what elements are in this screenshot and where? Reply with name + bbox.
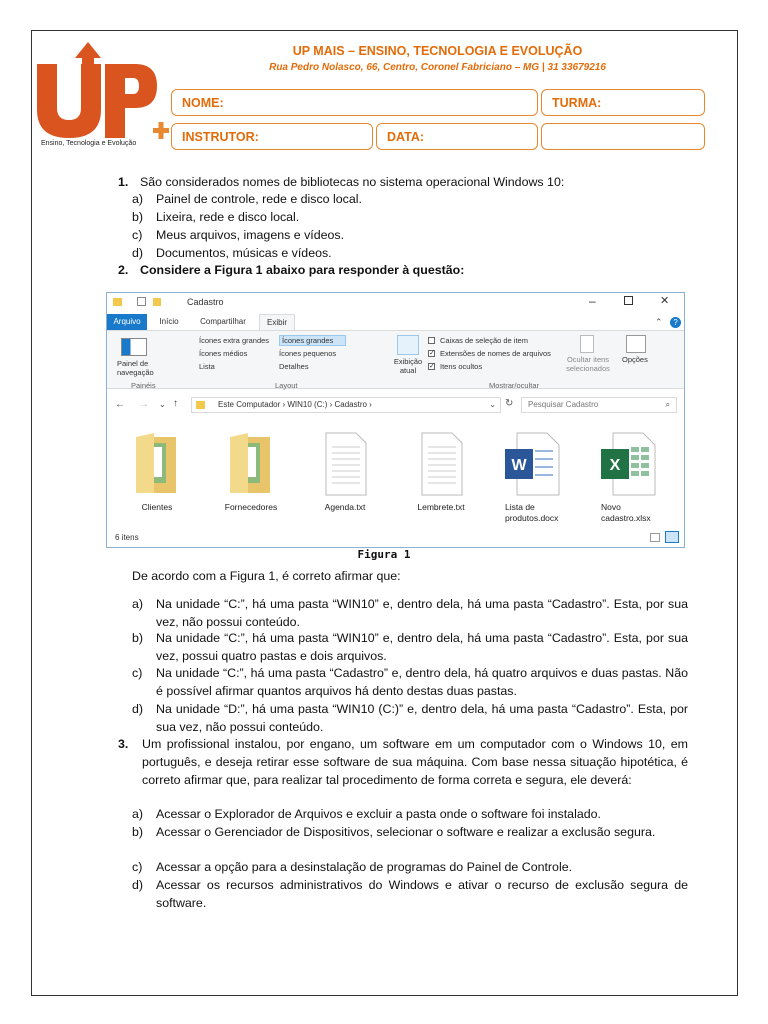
turma-field[interactable] — [541, 89, 705, 116]
question-3 — [118, 736, 688, 808]
nome-field[interactable] — [171, 89, 538, 116]
close-icon[interactable]: ✕ — [660, 295, 670, 307]
q2-lead: De acordo com a Figura 1, é correto afirmar que: — [132, 569, 401, 583]
data-label: DATA: — [387, 130, 425, 144]
current-view-label[interactable]: Exibição atual — [393, 357, 423, 375]
tab-compartilhar[interactable]: Compartilhar — [200, 317, 246, 326]
q3-option-a: a) Acessar o Explorador de Arquivos e excluir a pasta onde o software foi instalado. — [132, 807, 601, 821]
question-text: Um profissional instalou, por engano, um software em um computador com o Windows 10, em português, e deseja retirar esse software de sua máquina. Com base nessa situação hipotética, é correto afirmar que, para realizar tal procedimento de forma correta e segura, ele deverá: — [142, 737, 688, 787]
question-1 — [118, 174, 698, 192]
q1-option-d: d) Documentos, músicas e vídeos. — [132, 246, 332, 260]
school-title: UP MAIS – ENSINO, TECNOLOGIA E EVOLUÇÃO — [292, 44, 583, 58]
maximize-icon[interactable] — [624, 296, 633, 305]
search-input[interactable]: Pesquisar Cadastro ⌕ — [521, 397, 677, 413]
new-folder-icon[interactable] — [153, 298, 161, 306]
tab-inicio[interactable]: Início — [159, 317, 179, 326]
file-item-clientes[interactable] — [119, 431, 195, 513]
tab-exibir[interactable]: Exibir — [259, 314, 295, 330]
status-bar-count: 6 itens — [115, 533, 139, 542]
file-name: Lista de produtos.docx — [505, 502, 559, 523]
file-name: Novo cadastro.xlsx — [601, 502, 651, 523]
nome-label: NOME: — [182, 96, 224, 110]
item-checkbox-label: Caixas de seleção de item — [440, 336, 528, 345]
file-name: Clientes — [141, 502, 173, 512]
q3-option-b: b) Acessar o Gerenciador de Dispositivos, selecionar o software e realizar a exclusão segura. — [132, 825, 656, 839]
navigation-pane-label[interactable]: Painel de navegação — [117, 359, 154, 377]
item-checkbox[interactable] — [428, 337, 435, 344]
show-hide-group-label: Mostrar/ocultar — [489, 381, 540, 390]
file-name: Lembrete.txt — [417, 502, 465, 512]
hidden-items-checkbox[interactable]: ✓ — [429, 363, 435, 370]
extensions-checkbox[interactable]: ✓ — [429, 350, 435, 357]
hidden-items-checkbox-label: Itens ocultos — [440, 362, 483, 371]
current-view-icon[interactable] — [397, 335, 419, 355]
question-text: São considerados nomes de bibliotecas no sistema operacional Windows 10: — [140, 175, 565, 189]
text-file-icon — [416, 431, 466, 497]
instrutor-label: INSTRUTOR: — [182, 130, 259, 144]
layout-list[interactable]: Lista — [199, 362, 215, 371]
breadcrumb-win10[interactable]: WIN10 (C:) — [287, 400, 328, 409]
text-file-icon — [320, 431, 370, 497]
file-item-novo-cadastro[interactable] — [591, 431, 667, 524]
forward-icon[interactable]: → — [139, 399, 149, 410]
explorer-titlebar — [107, 293, 684, 313]
q2-option-d: d) Na unidade “D:”, há uma pasta “WIN10 (C:)” e, dentro dela, há uma pasta “Cadastro”. Esta, por sua vez, não possui conteúdo. — [132, 702, 688, 734]
back-icon[interactable]: ← — [115, 399, 125, 410]
ribbon-tabs — [107, 314, 684, 330]
svg-text:X: X — [609, 457, 621, 474]
ribbon — [107, 330, 684, 389]
instrutor-field[interactable] — [171, 123, 373, 150]
data-field[interactable] — [376, 123, 538, 150]
q2-option-a: a) Na unidade “C:”, há uma pasta “WIN10” e, dentro dela, há uma pasta “Cadastro”. Esta, por sua vez, não possui conteúdo. — [132, 597, 688, 629]
properties-icon[interactable] — [137, 297, 146, 306]
word-file-icon — [503, 431, 563, 497]
svg-text:W: W — [511, 457, 527, 474]
logo-tagline: Ensino, Tecnologia e Evolução — [41, 140, 137, 147]
folder-icon — [132, 431, 182, 497]
breadcrumb-cadastro[interactable]: Cadastro — [334, 400, 367, 409]
folder-icon — [226, 431, 276, 497]
figure-caption: Figura 1 — [357, 548, 411, 561]
panes-group-label: Painéis — [131, 381, 156, 390]
turma-label: TURMA: — [552, 96, 602, 110]
layout-large[interactable]: Ícones grandes — [279, 335, 346, 346]
tab-arquivo[interactable]: Arquivo — [107, 314, 147, 330]
file-item-agenda[interactable] — [307, 431, 383, 513]
file-name: Fornecedores — [224, 502, 278, 512]
address-bar[interactable]: Este Computador › WIN10 (C:) › Cadastro › ⌄ — [191, 397, 501, 413]
q1-option-c: c) Meus arquivos, imagens e vídeos. — [132, 228, 345, 242]
question-number: 1. — [118, 175, 129, 189]
folder-icon — [113, 298, 122, 306]
hide-selected-label[interactable]: Ocultar itens selecionados — [566, 355, 610, 373]
up-icon[interactable]: ↑ — [173, 398, 178, 409]
question-number: 2. — [118, 263, 129, 277]
file-item-lista-produtos[interactable] — [491, 431, 567, 524]
question-2 — [118, 262, 698, 280]
q2-option-c: c) Na unidade “C:”, há uma pasta “Cadastro” e, dentro dela, há quatro arquivos e duas pastas. Não é possível afirmar quantos arquivos há dento destas duas pastas. — [132, 666, 688, 698]
details-view-icon[interactable] — [650, 533, 660, 542]
layout-medium[interactable]: Ícones médios — [199, 349, 248, 358]
q3-option-c: c) Acessar a opção para a desinstalação de programas do Painel de Controle. — [132, 860, 573, 874]
options-label[interactable]: Opções — [622, 355, 648, 364]
large-icons-view-icon[interactable] — [665, 531, 679, 543]
blank-field[interactable] — [541, 123, 705, 150]
q3-option-d: d) Acessar os recursos administrativos do Windows e ativar o recurso de exclusão segura de software. — [132, 878, 688, 910]
file-item-lembrete[interactable] — [403, 431, 479, 513]
refresh-icon[interactable]: ↻ — [505, 398, 514, 409]
excel-file-icon — [599, 431, 659, 497]
breadcrumb-este-computador[interactable]: Este Computador — [218, 400, 281, 409]
q2-option-b: b) Na unidade “C:”, há uma pasta “WIN10” e, dentro dela, há uma pasta “Cadastro”. Esta, por sua vez, possui quatro pastas e dois arquivos. — [132, 631, 688, 663]
minimize-icon[interactable]: – — [589, 294, 596, 308]
file-name: Agenda.txt — [324, 502, 366, 512]
layout-extra-large[interactable]: Ícones extra grandes — [199, 336, 270, 345]
options-icon[interactable] — [626, 335, 646, 353]
up-logo — [35, 42, 170, 154]
extensions-checkbox-label: Extensões de nomes de arquivos — [440, 349, 551, 358]
q1-option-a: a) Painel de controle, rede e disco local. — [132, 192, 362, 206]
search-icon: ⌕ — [665, 400, 670, 409]
hide-selected-icon[interactable] — [580, 335, 594, 353]
layout-details[interactable]: Detalhes — [279, 362, 309, 371]
q1-option-b: b) Lixeira, rede e disco local. — [132, 210, 300, 224]
layout-small[interactable]: Ícones pequenos — [279, 349, 337, 358]
folder-icon — [196, 401, 205, 409]
file-item-fornecedores[interactable] — [213, 431, 289, 513]
file-explorer-figure — [106, 292, 685, 548]
chevron-down-icon[interactable]: ⌄ — [489, 400, 496, 409]
layout-group-label: Layout — [275, 381, 298, 390]
navigation-pane-icon[interactable] — [121, 338, 147, 356]
school-address: Rua Pedro Nolasco, 66, Centro, Coronel Fabriciano – MG | 31 33679216 — [269, 62, 606, 73]
help-icon[interactable]: ? — [670, 317, 681, 328]
recent-locations-icon[interactable]: ⌄ — [159, 400, 166, 409]
window-title: Cadastro — [187, 297, 224, 307]
collapse-ribbon-icon[interactable]: ⌃ — [655, 317, 663, 327]
question-text: Considere a Figura 1 abaixo para responder à questão: — [140, 263, 465, 277]
question-number: 3. — [118, 737, 129, 751]
